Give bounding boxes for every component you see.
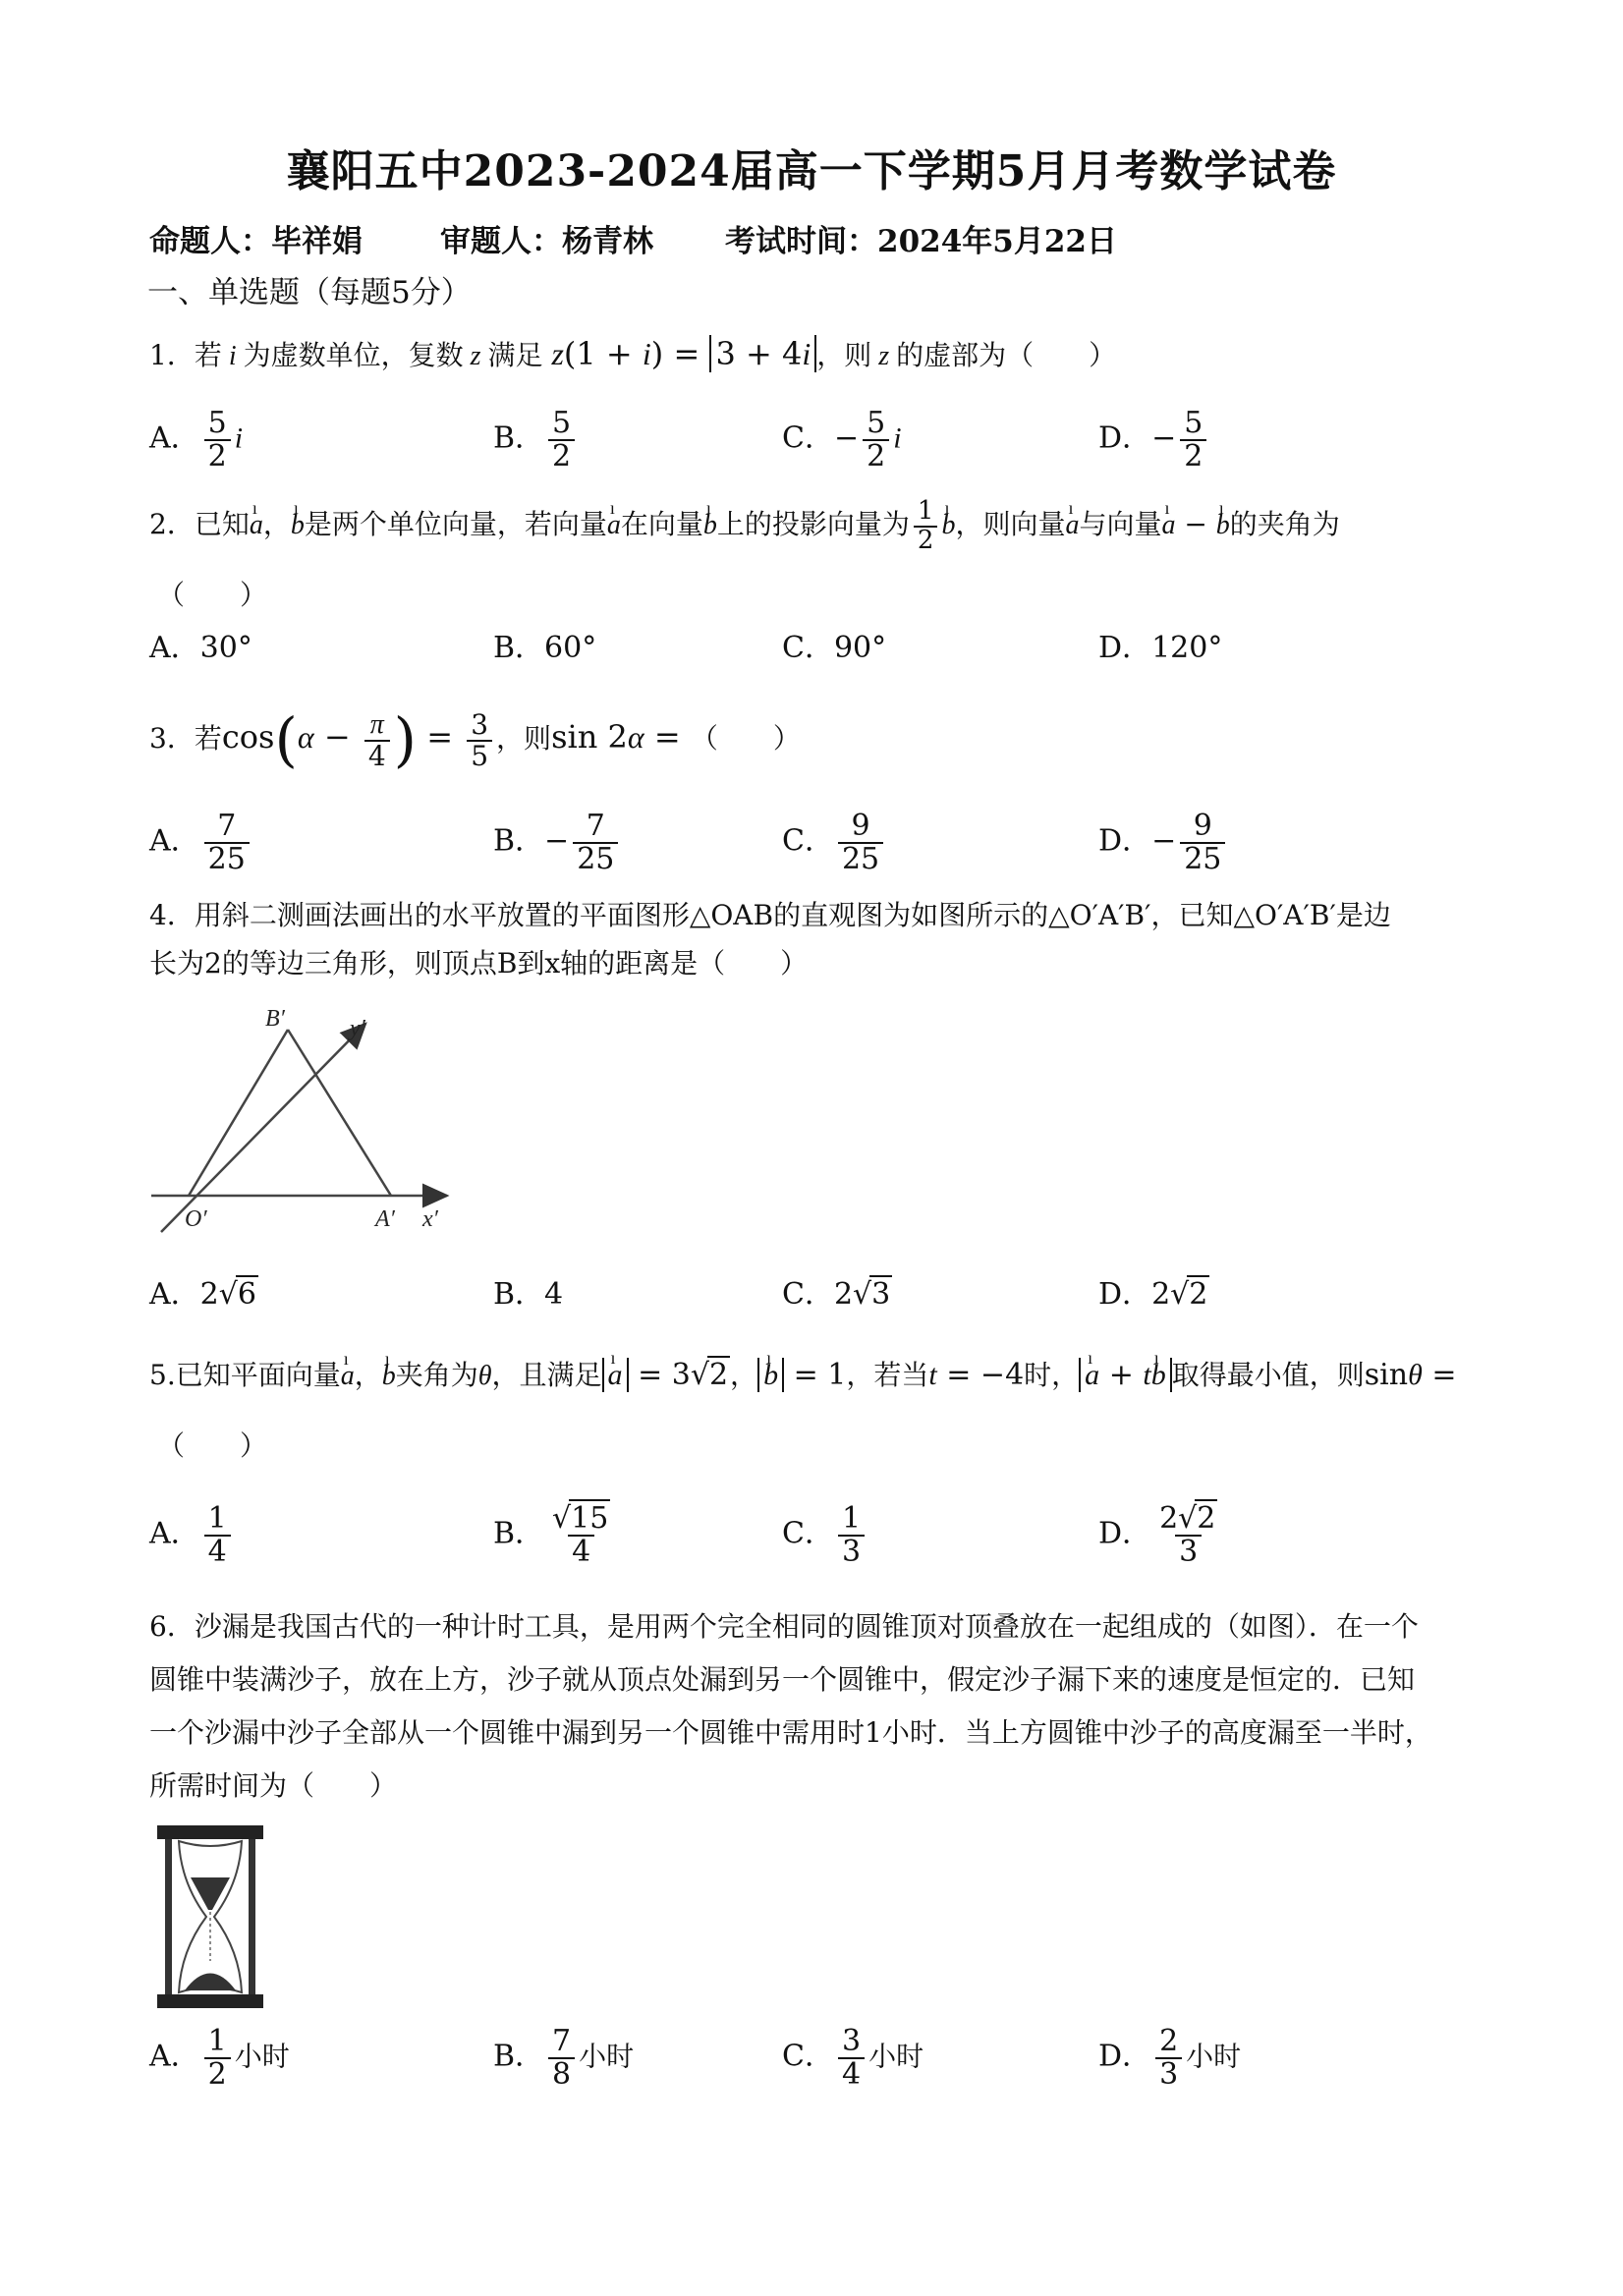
page-title: 襄阳五中2023-2024届高一下学期5月月考数学试卷 (286, 146, 1337, 196)
q2-option-d[interactable]: D．120° (1098, 631, 1223, 665)
hourglass-top-sand (191, 1877, 230, 1910)
label-b: B′ (265, 1006, 285, 1032)
q4-option-d[interactable]: D．2√2 (1098, 1277, 1208, 1312)
question-6-line-2: 圆锥中装满沙子，放在上方，沙子就从顶点处漏到另一个圆锥中，假定沙子漏下来的速度是恒定的．已知 (149, 1663, 1416, 1696)
q6-option-b[interactable]: B． $\frac{7}{8}$ 小时 (493, 2024, 635, 2092)
y-axis-line (161, 1024, 365, 1232)
q6-option-c[interactable]: C． $\frac{3}{4}$ 小时 (782, 2024, 924, 2092)
question-6-line-4: 所需时间为（ ） (149, 1769, 398, 1802)
label-y: y′ (350, 1016, 365, 1041)
q4-option-b[interactable]: B．4 (493, 1277, 564, 1312)
q1-option-b[interactable]: B． $\frac{5}{2}$ (493, 408, 579, 472)
q2-option-c[interactable]: C．90° (782, 631, 887, 665)
q5-option-c[interactable]: C． $\frac{1}{3}$ (782, 1503, 868, 1567)
label-x: x′ (422, 1206, 438, 1232)
q1-option-c[interactable]: C．− $\frac{5}{2}$ i (782, 406, 902, 474)
question-2: 2．已知ı a，ı b是两个单位向量，若向量ı a在向量ı b上的投影向量为 $\frac{1}{2}$ ı b，则向量ı a与向量ı a − ı b的夹角为 (149, 497, 1340, 554)
q2-option-b[interactable]: B．60° (493, 631, 597, 665)
question-4-line-2: 长为2的等边三角形，则顶点B到x轴的距离是（ ） (149, 947, 809, 980)
label-o: O′ (185, 1206, 207, 1232)
q4-option-a[interactable]: A．2√6 (149, 1277, 256, 1312)
hourglass-glass (179, 1841, 242, 1992)
side-ab (288, 1030, 391, 1196)
question-4-line-1: 4．用斜二测画法画出的水平放置的平面图形△OAB的直观图为如图所示的△O′A′B′，已知△O′A′B′是边 (149, 899, 1391, 931)
q5-option-b[interactable]: B． $\frac{√15}{4}$ (493, 1501, 609, 1569)
question-1: 1．若 i 为虚数单位，复数 z 满足 z(1 + i) = 3 + 4i ，则 z 的虚部为（ ） (149, 335, 1117, 372)
hourglass-image (155, 1823, 265, 2010)
q1-option-a[interactable]: A． $\frac{5}{2}$ i (149, 406, 244, 474)
q4-triangle-figure (147, 1002, 462, 1238)
q2-option-a[interactable]: A．30° (149, 631, 252, 665)
q6-option-a[interactable]: A． $\frac{1}{2}$ 小时 (149, 2024, 290, 2092)
label-a: A′ (375, 1206, 395, 1232)
section-heading: 一、单选题（每题5分） (147, 275, 472, 310)
q3-option-d[interactable]: D．− $\frac{9}{25}$ (1098, 811, 1229, 874)
reviewer-label: 审题人：杨青林 (440, 224, 653, 259)
author-label: 命题人：毕祥娟 (149, 224, 363, 259)
q5-option-a[interactable]: A． $\frac{1}{4}$ (149, 1503, 235, 1567)
hourglass-left-post (165, 1839, 172, 1994)
q3-option-c[interactable]: C． $\frac{9}{25}$ (782, 811, 887, 874)
question-6-line-3: 一个沙漏中沙子全部从一个圆锥中漏到另一个圆锥中需用时1小时．当上方圆锥中沙子的高度漏至一半时， (149, 1716, 1432, 1749)
question-5: 5.已知平面向量ı a，ı b夹角为θ，且满足ı a = 3√2，ı b = 1，若当t = −4时，ı a + tı b 取得最小值，则sinθ = (149, 1348, 1457, 1404)
q3-option-a[interactable]: A． $\frac{7}{25}$ (149, 811, 253, 874)
hourglass-bottom-cap (157, 1994, 263, 2008)
hourglass-bottom-sand (185, 1974, 236, 1991)
hourglass-right-post (249, 1839, 255, 1994)
q5-option-d[interactable]: D． $\frac{2√2}{3}$ (1098, 1501, 1216, 1569)
q3-option-b[interactable]: B．− $\frac{7}{25}$ (493, 811, 622, 874)
question-3: 3．若cos(α − $\frac{\pi}{4}$ ) = $\frac{3}{5}$ ，则sin 2α = （ ） (149, 705, 801, 775)
side-ob (189, 1030, 288, 1196)
q4-option-c[interactable]: C．2√3 (782, 1277, 891, 1312)
hourglass-top-cap (157, 1825, 263, 1839)
q5-answer-paren: （ ） (157, 1429, 268, 1462)
q6-option-d[interactable]: D． $\frac{2}{3}$ 小时 (1098, 2024, 1242, 2092)
q2-answer-paren: （ ） (157, 579, 268, 611)
question-6-line-1: 6．沙漏是我国古代的一种计时工具，是用两个完全相同的圆锥顶对顶叠放在一起组成的（如图）．在一个 (149, 1610, 1419, 1643)
q1-option-d[interactable]: D．− $\frac{5}{2}$ (1098, 408, 1210, 472)
exam-time-label: 考试时间：2024年5月22日 (725, 224, 1117, 259)
